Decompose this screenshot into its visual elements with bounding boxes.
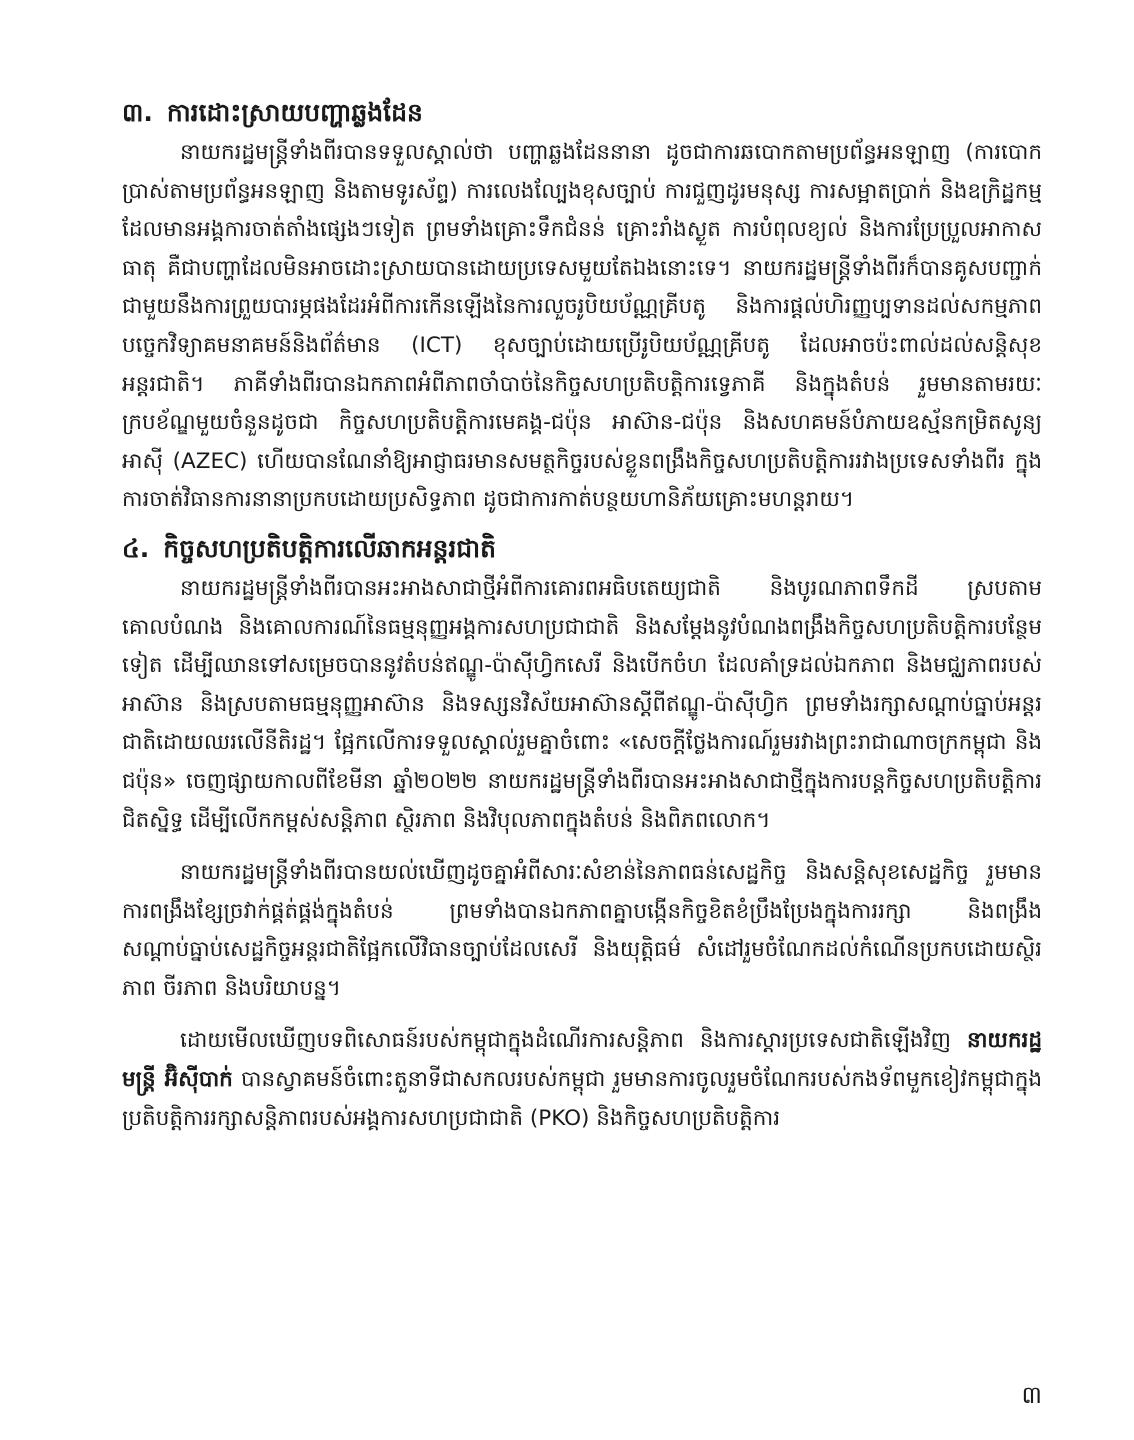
- section-number: ៣.: [122, 98, 153, 127]
- section-title: កិច្ចសហប្រតិបត្តិការលើឆាកអន្តរជាតិ: [163, 533, 496, 563]
- section-number: ៤.: [122, 533, 150, 563]
- page-number: ៣: [1021, 1381, 1042, 1409]
- section-title: ការដោះស្រាយបញ្ហាឆ្លងដែន: [166, 98, 423, 127]
- section-heading: [122, 532, 1042, 566]
- section-heading: [122, 96, 1042, 130]
- prime-minister-name: នាយករដ្ឋមន្ត្រី អ៊ិស៊ីបាក់: [122, 1028, 1042, 1093]
- paragraph-text: បានស្វាគមន៍ចំពោះតួនាទីជាសកលរបស់កម្ពុជា រួមមានការចូលរួមចំណែករបស់កងទ័ពមួកខៀវកម្ពុជាក្នុងប្រតិបត្តិការរក្សាសន្តិភាពរបស់អង្គការសហប្រជាជាតិ (PKO) និងកិច្ចសហប្រតិបត្តិការ: [122, 1067, 1042, 1131]
- paragraph: នាយករដ្ឋមន្ត្រីទាំងពីរបានអះអាងសាជាថ្មីអំពីការគោរពអធិបតេយ្យជាតិ និងបូរណភាពទឹកដី ស្របតាមគោលបំណង និងគោលការណ៍នៃធម្មនុញ្ញអង្គការសហប្រជាជាតិ និងសម្តែងនូវបំណងពង្រឹងកិច្ចសហប្រតិបត្តិការបន្ថែមទៀត ដើម្បីឈានទៅសម្រេចបាននូវតំបន់ឥណ្ឌូ-ប៉ាស៊ីហ្វិកសេរី និងបើកចំហ ដែលគាំទ្រដល់ឯកភាព និងមជ្ឈភាពរបស់អាស៊ាន និងស្របតាមធម្មនុញ្ញអាស៊ាន និងទស្សនវិស័យអាស៊ានស្តីពីឥណ្ឌូ-ប៉ាស៊ីហ្វិក ព្រមទាំងរក្សាសណ្តាប់ធ្នាប់អន្តរជាតិដោយឈរលើនីតិរដ្ឋ។ ផ្អែកលើការទទួលស្គាល់រួមគ្នាចំពោះ «សេចក្តីថ្លែងការណ៍រួមរវាងព្រះរាជាណាចក្រកម្ពុជា និងជប៉ុន» ចេញផ្សាយកាលពីខែមីនា ឆ្នាំ២០២២ នាយករដ្ឋមន្ត្រីទាំងពីរបានអះអាងសាជាថ្មីក្នុងការបន្តកិច្ចសហប្រតិបត្តិការជិតស្និទ្ធ ដើម្បីលើកកម្ពស់សន្តិភាព ស្ថិរភាព និងវិបុលភាពក្នុងតំបន់ និងពិភពលោក។: [122, 575, 1042, 833]
- paragraph: [122, 1022, 1042, 1138]
- section-4: [122, 532, 1042, 1138]
- section-3: [122, 96, 1042, 520]
- paragraph-text: ដោយមើលឃើញបទពិសោធន៍របស់កម្ពុជាក្នុងដំណើរការសន្តិភាព និងការស្តារប្រទេសជាតិឡើងវិញ: [180, 1028, 967, 1054]
- paragraph: នាយករដ្ឋមន្ត្រីទាំងពីរបានយល់ឃើញដូចគ្នាអំពីសារៈសំខាន់នៃភាពធន់សេដ្ឋកិច្ច និងសន្តិសុខសេដ្ឋកិច្ច រួមមានការពង្រឹងខ្សែច្រវាក់ផ្គត់ផ្គង់ក្នុងតំបន់ ព្រមទាំងបានឯកភាពគ្នាបង្កើនកិច្ចខិតខំប្រឹងប្រែងក្នុងការរក្សា និងពង្រឹងសណ្តាប់ធ្នាប់សេដ្ឋកិច្ចអន្តរជាតិផ្អែកលើវិធានច្បាប់ដែលសេរី និងយុត្តិធម៌ សំដៅរួមចំណែកដល់កំណើនប្រកបដោយស្ថិរភាព ចីរភាព និងបរិយាបន្ន។: [122, 860, 1042, 1001]
- paragraph: នាយករដ្ឋមន្ត្រីទាំងពីរបានទទួលស្គាល់ថា បញ្ហាឆ្លងដែននានា ដូចជាការឆបោកតាមប្រព័ន្ធអនឡាញ (ការបោកប្រាស់តាមប្រព័ន្ធអនឡាញ និងតាមទូរស័ព្ទ) ការលេងល្បែងខុសច្បាប់ ការជួញដូរមនុស្ស ការសម្អាតប្រាក់ និងឧក្រិដ្ឋកម្មដែលមានអង្គការចាត់តាំងផ្សេងៗទៀត ព្រមទាំងគ្រោះទឹកជំនន់ គ្រោះរាំងស្ងួត ការបំពុលខ្យល់ និងការប្រែប្រួលអាកាសធាតុ គឺជាបញ្ហាដែលមិនអាចដោះស្រាយបានដោយប្រទេសមួយតែឯងនោះទេ។ នាយករដ្ឋមន្ត្រីទាំងពីរក៏បានគូសបញ្ជាក់ជាមួយនឹងការព្រួយបារម្ភផងដែរអំពីការកើនឡើងនៃការលួចរូបិយប័ណ្ណគ្រីបតូ និងការផ្តល់ហិរញ្ញប្បទានដល់សកម្មភាពបច្ចេកវិទ្យាគមនាគមន៍និងព័ត៌មាន (ICT) ខុសច្បាប់ដោយប្រើរូបិយប័ណ្ណគ្រីបតូ ដែលអាចប៉ះពាល់ដល់សន្តិសុខអន្តរជាតិ។ ភាគីទាំងពីរបានឯកភាពអំពីភាពចាំបាច់នៃកិច្ចសហប្រតិបត្តិការទ្វេភាគី និងក្នុងតំបន់ រួមមានតាមរយៈក្របខ័ណ្ឌមួយចំនួនដូចជា កិច្ចសហប្រតិបត្តិការមេគង្គ-ជប៉ុន អាស៊ាន-ជប៉ុន និងសហគមន៍បំភាយឧស្ម័នកម្រិតសូន្យអាស៊ី (AZEC) ហើយបានណែនាំឱ្យអាជ្ញាធរមានសមត្ថកិច្ចរបស់ខ្លួនពង្រឹងកិច្ចសហប្រតិបត្តិការរវាងប្រទេសទាំងពីរ ក្នុងការចាត់វិធានការនានាប្រកបដោយប្រសិទ្ធភាព ដូចជាការកាត់បន្ថយហានិភ័យគ្រោះមហន្តរាយ។: [122, 140, 1042, 513]
